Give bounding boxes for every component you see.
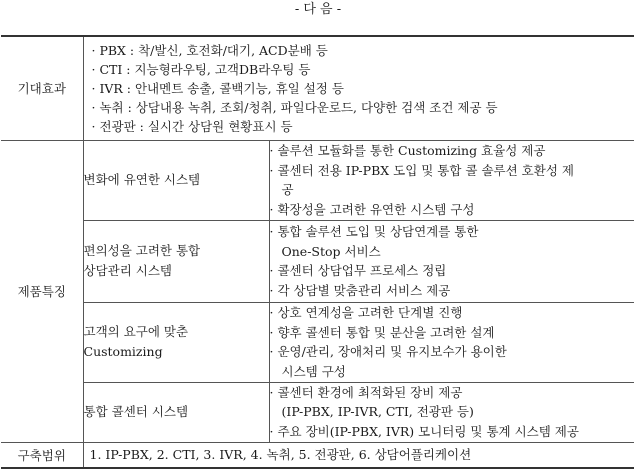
- feature-detail-line: (IP-PBX, IP-IVR, CTI, 전광판 등): [281, 404, 474, 420]
- feature-detail-line: · 운영/관리, 장애처리 및 유지보수가 용이한: [269, 344, 507, 359]
- feature-title: [83, 382, 269, 442]
- feature-detail-line: One-Stop 서비스: [281, 243, 381, 259]
- expected-effects-label: 기대효과: [1, 36, 83, 140]
- expected-effects-list: [84, 38, 635, 139]
- feature-title: [83, 140, 269, 220]
- spec-table: [1, 35, 634, 469]
- feature-title-line: 변화에 유연한 시스템: [83, 172, 201, 187]
- feature-detail-line: 공: [281, 182, 294, 197]
- feature-detail-line: · 상호 연계성을 고려한 단계별 진행: [269, 305, 463, 320]
- scope-cell: [83, 442, 634, 468]
- feature-row: [1, 302, 634, 382]
- feature-detail-line: · 콜센터 상담업무 프로세스 정립: [269, 263, 447, 278]
- product-features-label: 제품특징: [1, 140, 83, 442]
- expected-effects-cell: [83, 36, 634, 140]
- feature-row: [1, 220, 634, 302]
- feature-detail-line: 시스템 구성: [281, 363, 346, 379]
- feature-title-line: 편의성을 고려한 통합: [83, 243, 201, 258]
- feature-details: [269, 382, 634, 442]
- feature-detail-line: · 주요 장비(IP-PBX, IVR) 모니터링 및 통계 시스템 제공: [269, 423, 579, 439]
- feature-detail-line: · 향후 콜센터 통합 및 분산을 고려한 설계: [269, 324, 495, 340]
- feature-detail-line: · 확장성을 고려한 유연한 시스템 구성: [269, 201, 475, 217]
- feature-detail-line: · 각 상담별 맞춤관리 서비스 제공: [269, 282, 451, 298]
- feature-title-line: 상담관리 시스템: [83, 263, 172, 278]
- feature-details: [269, 220, 634, 302]
- scope-label: 구축범위: [1, 442, 83, 468]
- feature-title: [83, 302, 269, 382]
- feature-detail-line: · 솔루션 모듈화를 통한 Customizing 효율성 제공: [269, 143, 546, 158]
- expected-effect-item: · CTI : 지능형라우팅, 고객DB라우팅 등: [91, 61, 311, 77]
- feature-detail-line: · 콜센터 환경에 최적화된 장비 제공: [269, 384, 463, 400]
- feature-detail-line: · 콜센터 전용 IP-PBX 도입 및 통합 콜 솔루션 호환성 제: [269, 162, 574, 178]
- feature-details: [269, 302, 634, 382]
- expected-effects-row: [1, 36, 634, 140]
- feature-detail-line: · 통합 솔루션 도입 및 상담연계를 통한: [269, 224, 479, 239]
- feature-title-line: Customizing: [83, 344, 163, 359]
- feature-title-line: 고객의 요구에 맞춘: [83, 324, 189, 339]
- expected-effect-item: · IVR : 안내멘트 송출, 콜백기능, 휴일 설정 등: [91, 80, 344, 96]
- expected-effect-item: · 전광판 : 실시간 상담원 현황표시 등: [91, 118, 293, 134]
- expected-effect-item: · PBX : 착/발신, 호전화/대기, ACD분배 등: [91, 42, 328, 58]
- feature-title-line: 통합 콜센터 시스템: [83, 404, 189, 419]
- document-heading: - 다 음 -: [294, 2, 342, 17]
- feature-title: [83, 220, 269, 302]
- feature-details: [269, 140, 634, 220]
- scope-row: [1, 442, 634, 468]
- scope-text: 1. IP-PBX, 2. CTI, 3. IVR, 4. 녹취, 5. 전광판, 6. 상담어플리케이션: [89, 446, 472, 462]
- expected-effect-item: · 녹취 : 상담내용 녹취, 조회/청취, 파일다운로드, 다양한 검색 조건 제공 등: [91, 99, 498, 115]
- feature-row: [1, 140, 634, 220]
- feature-row: [1, 382, 634, 442]
